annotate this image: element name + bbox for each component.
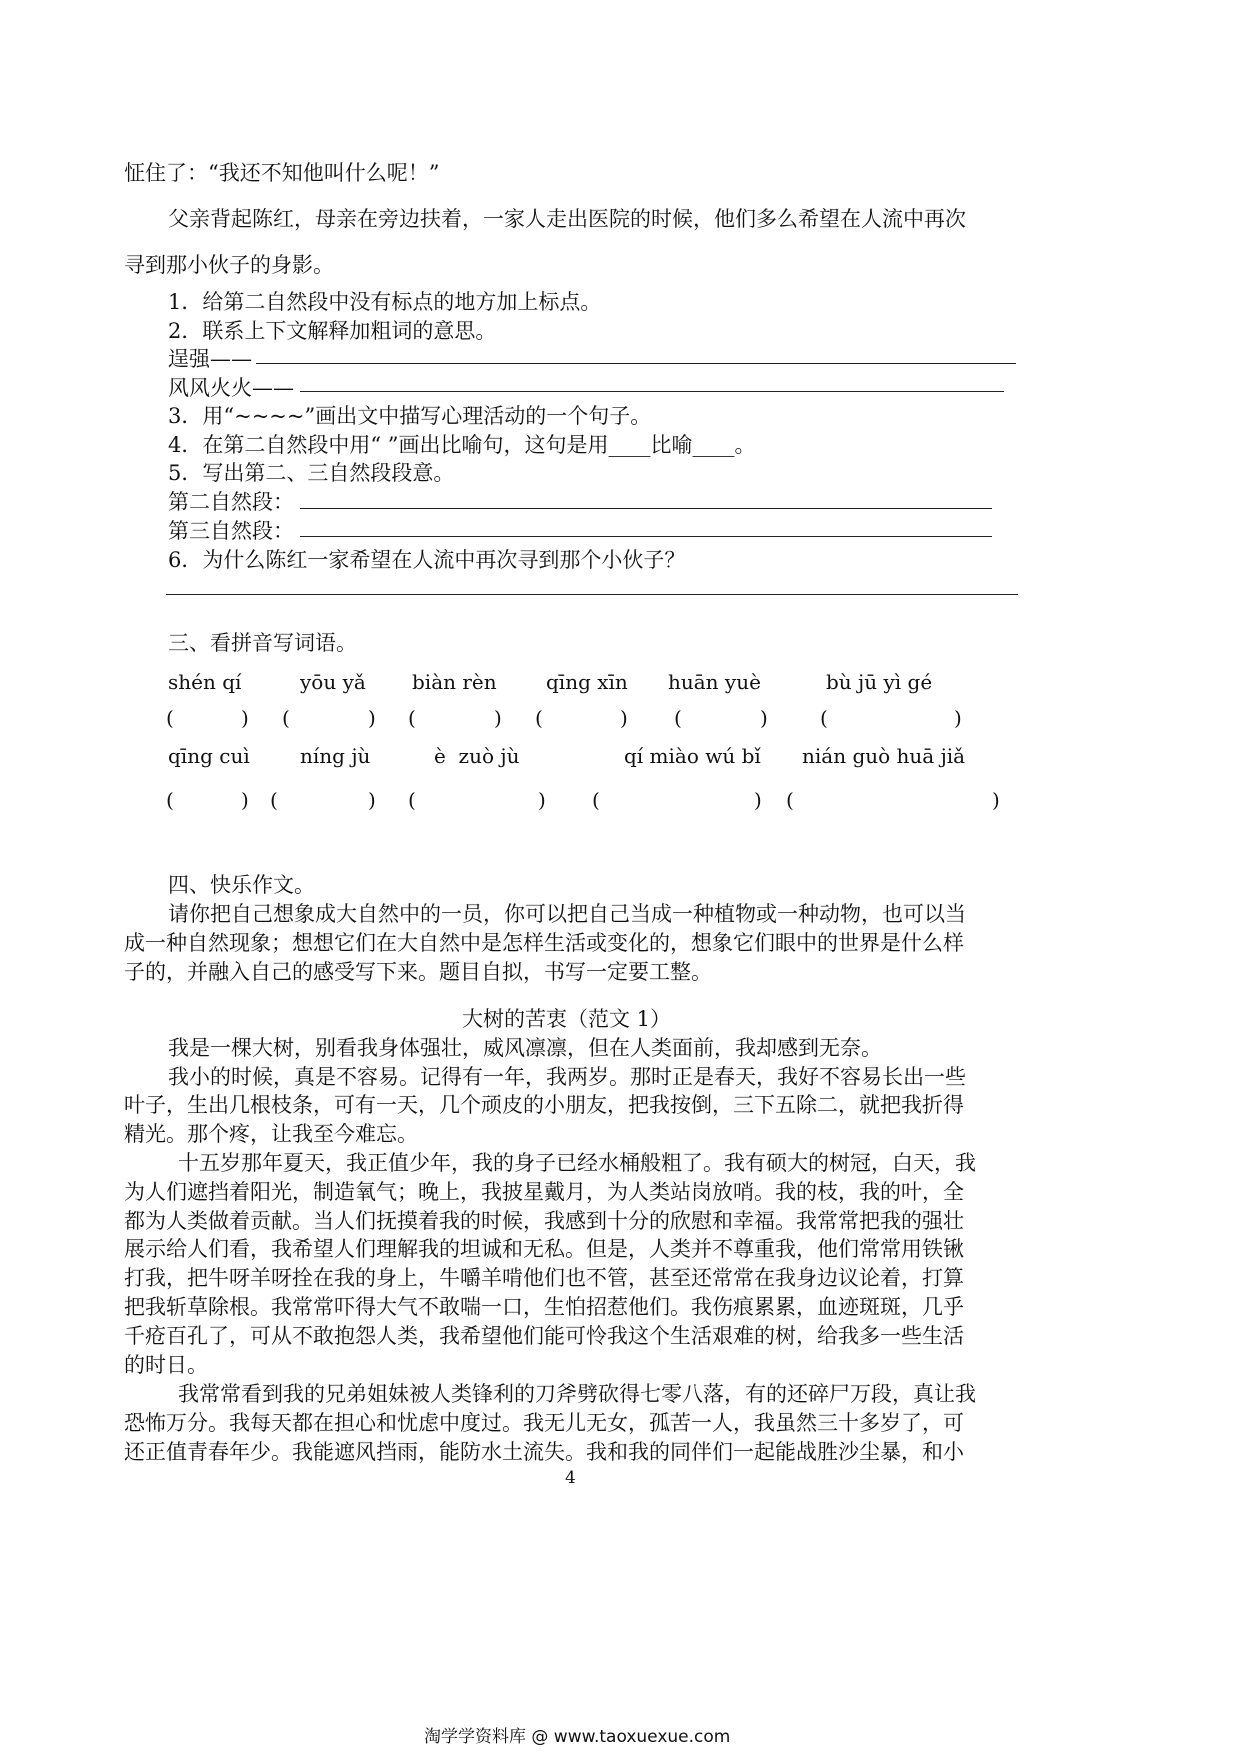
footer-watermark: 淘学学资料库 @ www.taoxuexue.com	[424, 1727, 731, 1747]
prompt-line: 成一种自然现象；想想它们在大自然中是怎样生活或变化的，想象它们眼中的世界是什么样	[124, 931, 964, 955]
pinyin: nián guò huā jiǎ	[802, 744, 966, 768]
pinyin: shén qí	[168, 670, 242, 694]
story-line: 父亲背起陈红，母亲在旁边扶着，一家人走出医院的时候，他们多么希望在人流中再次	[168, 207, 966, 231]
answer-line[interactable]	[256, 363, 1016, 364]
essay-line: 精光。那个疼，让我至今难忘。	[124, 1122, 418, 1146]
section-3-title: 三、看拼音写词语。	[168, 631, 357, 655]
answer-line[interactable]	[300, 508, 992, 509]
essay-line: 为人们遮挡着阳光，制造氧气；晚上，我披星戴月，为人类站岗放哨。我的枝，我的叶，全	[124, 1180, 964, 1204]
story-line: 怔住了：“我还不知他叫什么呢！”	[124, 161, 440, 185]
close-bracket: )	[620, 706, 628, 730]
essay-line: 的时日。	[124, 1353, 208, 1377]
pinyin: yōu yǎ	[300, 670, 366, 694]
open-bracket: (	[535, 706, 543, 730]
close-bracket: )	[754, 788, 762, 812]
open-bracket: (	[408, 706, 416, 730]
open-bracket: (	[820, 706, 828, 730]
pinyin: biàn rèn	[412, 670, 497, 694]
essay-line: 把我斩草除根。我常常吓得大气不敢喘一口，生怕招惹他们。我伤痕累累，血迹斑斑，几乎	[124, 1295, 964, 1319]
essay-line: 叶子，生出几根枝条，可有一天，几个顽皮的小朋友，把我按倒，三下五除二，就把我折得	[124, 1093, 964, 1117]
open-bracket: (	[408, 788, 416, 812]
essay-line: 展示给人们看，我希望人们理解我的坦诚和无私。但是，人类并不尊重我，他们常常用铁锹	[124, 1237, 964, 1261]
open-bracket: (	[166, 788, 174, 812]
close-bracket: )	[760, 706, 768, 730]
question-1: 1．给第二自然段中没有标点的地方加上标点。	[168, 290, 602, 314]
close-bracket: )	[368, 788, 376, 812]
close-bracket: )	[954, 706, 962, 730]
answer-line[interactable]	[166, 594, 1018, 595]
essay-line: 我是一棵大树，别看我身体强壮，威风凛凛，但在人类面前，我却感到无奈。	[168, 1036, 882, 1060]
question-2a-label: 逞强——	[168, 347, 252, 371]
essay-line: 还正值青春年少。我能遮风挡雨，能防水土流失。我和我的同伴们一起能战胜沙尘暴，和小	[124, 1440, 964, 1464]
pinyin: huān yuè	[668, 670, 761, 694]
open-bracket: (	[786, 788, 794, 812]
essay-line: 千疮百孔了，可从不敢抱怨人类，我希望他们能可怜我这个生活艰难的树，给我多一些生活	[124, 1324, 964, 1348]
page-number: 4	[565, 1468, 576, 1488]
story-line: 寻到那小伙子的身影。	[124, 253, 334, 277]
prompt-line: 子的，并融入自己的感受写下来。题目自拟，书写一定要工整。	[124, 960, 712, 984]
open-bracket: (	[592, 788, 600, 812]
close-bracket: )	[368, 706, 376, 730]
pinyin: níng jù	[300, 744, 371, 768]
question-2b-label: 风风火火——	[168, 376, 294, 400]
open-bracket: (	[166, 706, 174, 730]
answer-line[interactable]	[300, 391, 1004, 392]
open-bracket: (	[674, 706, 682, 730]
close-bracket: )	[538, 788, 546, 812]
essay-line: 十五岁那年夏天，我正值少年，我的身子已经水桶般粗了。我有硕大的树冠，白天，我	[178, 1151, 976, 1175]
essay-line: 我小的时候，真是不容易。记得有一年，我两岁。那时正是春天，我好不容易长出一些	[168, 1065, 966, 1089]
prompt-line: 请你把自己想象成大自然中的一员，你可以把自己当成一种植物或一种动物，也可以当	[168, 902, 966, 926]
close-bracket: )	[992, 788, 1000, 812]
close-bracket: )	[241, 706, 249, 730]
essay-line: 我常常看到我的兄弟姐妹被人类锋利的刀斧劈砍得七零八落，有的还碎尸万段，真让我	[178, 1382, 976, 1406]
open-bracket: (	[282, 706, 290, 730]
question-5b-label: 第三自然段：	[168, 519, 294, 543]
question-5a-label: 第二自然段：	[168, 490, 294, 514]
question-6: 6．为什么陈红一家希望在人流中再次寻到那个小伙子？	[168, 548, 686, 572]
pinyin: qīng xīn	[546, 670, 628, 694]
close-bracket: )	[241, 788, 249, 812]
question-4: 4．在第二自然段中用“ ”画出比喻句，这句是用____比喻____。	[168, 433, 756, 457]
essay-line: 打我，把牛呀羊呀拴在我的身上，牛嚼羊啃他们也不管，甚至还常常在我身边议论着，打算	[124, 1266, 964, 1290]
section-4-title: 四、快乐作文。	[168, 873, 315, 897]
question-5: 5．写出第二、三自然段段意。	[168, 461, 455, 485]
answer-line[interactable]	[300, 536, 992, 537]
pinyin: è zuò jù	[434, 744, 520, 768]
essay-title: 大树的苦衷（范文 1）	[462, 1007, 672, 1031]
pinyin: qí miào wú bǐ	[624, 744, 761, 768]
essay-line: 都为人类做着贡献。当人们抚摸着我的时候，我感到十分的欣慰和幸福。我常常把我的强壮	[124, 1209, 964, 1233]
close-bracket: )	[494, 706, 502, 730]
pinyin: bù jū yì gé	[826, 670, 933, 694]
essay-line: 恐怖万分。我每天都在担心和忧虑中度过。我无儿无女，孤苦一人，我虽然三十多岁了，可	[124, 1411, 964, 1435]
question-2: 2．联系上下文解释加粗词的意思。	[168, 319, 497, 343]
open-bracket: (	[270, 788, 278, 812]
question-3: 3．用“~~~~”画出文中描写心理活动的一个句子。	[168, 404, 652, 428]
pinyin: qīng cuì	[168, 744, 250, 768]
